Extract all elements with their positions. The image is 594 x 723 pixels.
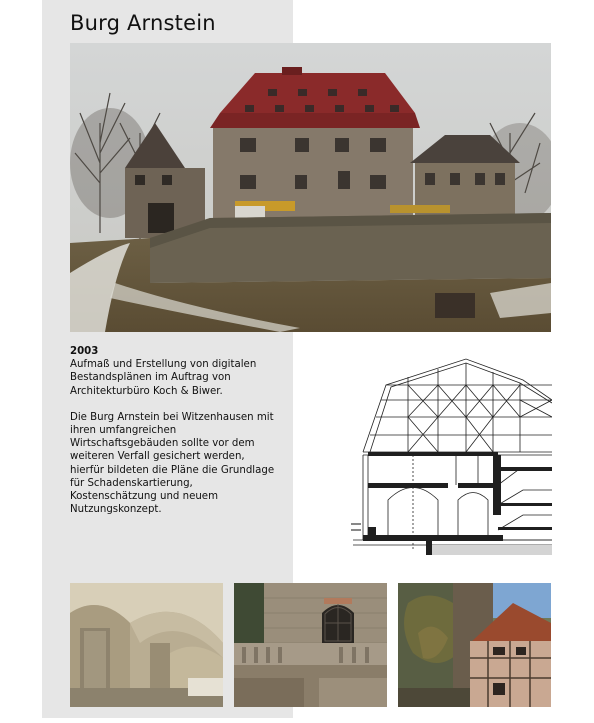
description-paragraph-1: Aufmaß und Erstellung von digitalen Bestandsplänen im Auftrag von Architekturbüro Koch & Biwer. <box>70 359 257 397</box>
vaulted-cellar-photo <box>70 583 223 707</box>
description-paragraph-2: Die Burg Arnstein bei Witzenhausen mit ihren umfangreichen Wirtschaftsgebäuden sollte vor dem weiteren Verfall gesichert werden, hierfür bildeten die Pläne die Grundlage für Schadenskartierung, Kostenschätzung und neuem Nutzungskonzept. <box>70 411 275 516</box>
castle-main-photo <box>70 43 551 332</box>
half-timbered-building-photo <box>398 583 551 707</box>
page-title: Burg Arnstein <box>70 11 216 35</box>
terrace-window-photo <box>234 583 387 707</box>
section-drawing <box>348 355 552 560</box>
project-year: 2003 <box>70 346 99 357</box>
project-description <box>70 345 280 516</box>
